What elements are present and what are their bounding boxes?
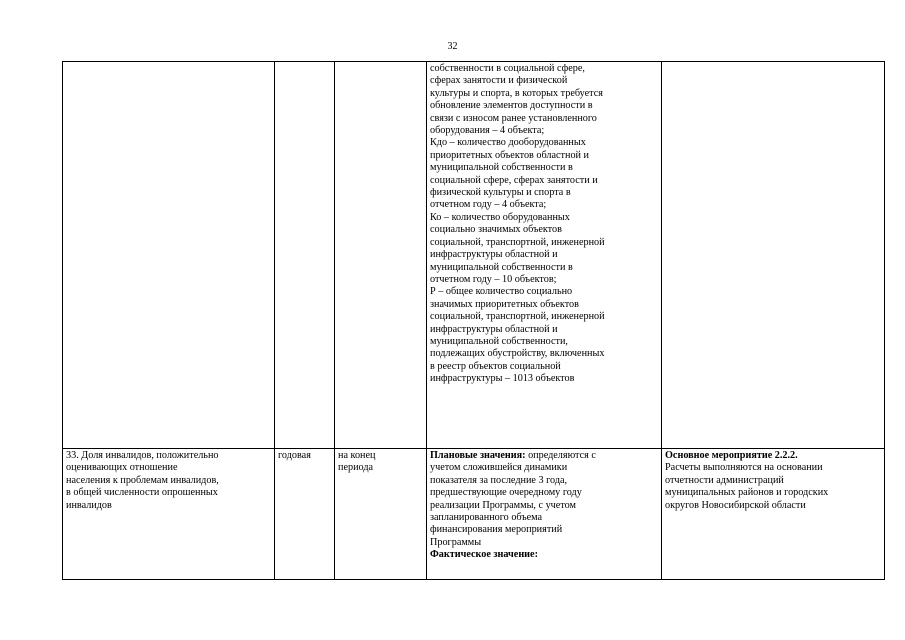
text-line: финансирования мероприятий <box>430 524 563 536</box>
text-line: Ко – количество оборудованных <box>430 211 570 223</box>
table-row-continuation <box>63 62 885 449</box>
text-line: связи с износом ранее установленного <box>430 112 597 124</box>
text-line: собственности в социальной сфере, <box>430 63 585 74</box>
text-line: муниципальных районов и городских <box>665 487 829 499</box>
text-line: оборудования – 4 объекта; <box>430 125 545 137</box>
text-line: социальной, транспортной, инженерной <box>430 236 605 248</box>
text-line: социальной, транспортной, инженерной <box>430 311 605 323</box>
text-line: в общей численности опрошенных <box>66 487 218 499</box>
text-line: оценивающих отношение <box>66 462 178 474</box>
text-line: физической культуры и спорта в <box>430 187 571 199</box>
calculation-method-cell <box>427 449 662 580</box>
text-line: периода <box>338 462 374 474</box>
indicator-name-cell <box>63 449 275 580</box>
table-row-indicator-33 <box>63 449 885 580</box>
plan-label: Плановые значения: <box>430 450 526 461</box>
text-line: населения к проблемам инвалидов, <box>66 474 219 486</box>
text-line: Программы <box>430 536 482 548</box>
text-line <box>430 450 658 462</box>
text-line: инфраструктуры – 1013 объектов <box>430 373 575 385</box>
text-line: реализации Программы, с учетом <box>430 499 576 511</box>
text-line: инфраструктуры областной и <box>430 249 558 261</box>
text-line: муниципальной собственности в <box>430 261 573 273</box>
text-line: подлежащих обустройству, включенных <box>430 348 605 360</box>
text-line: муниципальной собственности в <box>430 162 573 174</box>
data-source-cell <box>662 449 885 580</box>
text-line: Расчеты выполняются на основании <box>665 462 823 474</box>
event-label: Основное мероприятие 2.2.2. <box>665 450 798 461</box>
fact-label: Фактическое значение: <box>430 549 538 561</box>
text-line: учетом сложившейся динамики <box>430 462 568 474</box>
calculation-method-cell <box>427 62 662 449</box>
text-line: на конец <box>338 450 376 461</box>
text-line: запланированного объема <box>430 512 543 524</box>
text-line: значимых приоритетных объектов <box>430 298 579 310</box>
plan-text-start: определяются с <box>525 450 596 461</box>
text-line: отчетном году – 4 объекта; <box>430 199 547 211</box>
text-line: показателя за последние 3 года, <box>430 474 568 486</box>
text-line: социальной сфере, сферах занятости и <box>430 174 598 186</box>
text-line: инфраструктуры областной и <box>430 323 558 335</box>
period-cell <box>335 62 427 449</box>
text-line: обновление элементов доступности в <box>430 100 593 112</box>
text-line: отчетности администраций <box>665 474 784 486</box>
page-number: 32 <box>447 41 458 52</box>
text-line: сферах занятости и физической <box>430 75 568 87</box>
text-line: 33. Доля инвалидов, положительно <box>66 450 219 461</box>
periodicity-text: годовая <box>278 450 311 461</box>
data-source-cell <box>662 62 885 449</box>
period-cell <box>335 449 427 580</box>
periodicity-cell <box>275 449 335 580</box>
indicators-table <box>62 61 885 580</box>
text-line: инвалидов <box>66 499 112 511</box>
text-line: приоритетных объектов областной и <box>430 149 589 161</box>
text-line: отчетном году – 10 объектов; <box>430 273 557 285</box>
indicator-name-cell <box>63 62 275 449</box>
text-line: предшествующие очередному году <box>430 487 582 499</box>
text-line: муниципальной собственности, <box>430 335 568 347</box>
text-line: округов Новосибирской области <box>665 499 806 511</box>
text-line: культуры и спорта, в которых требуется <box>430 87 603 99</box>
text-line: в реестр объектов социальной <box>430 360 561 372</box>
text-line: Р – общее количество социально <box>430 286 573 298</box>
text-line: Кдо – количество дооборудованных <box>430 137 586 149</box>
text-line: социально значимых объектов <box>430 224 562 236</box>
periodicity-cell <box>275 62 335 449</box>
